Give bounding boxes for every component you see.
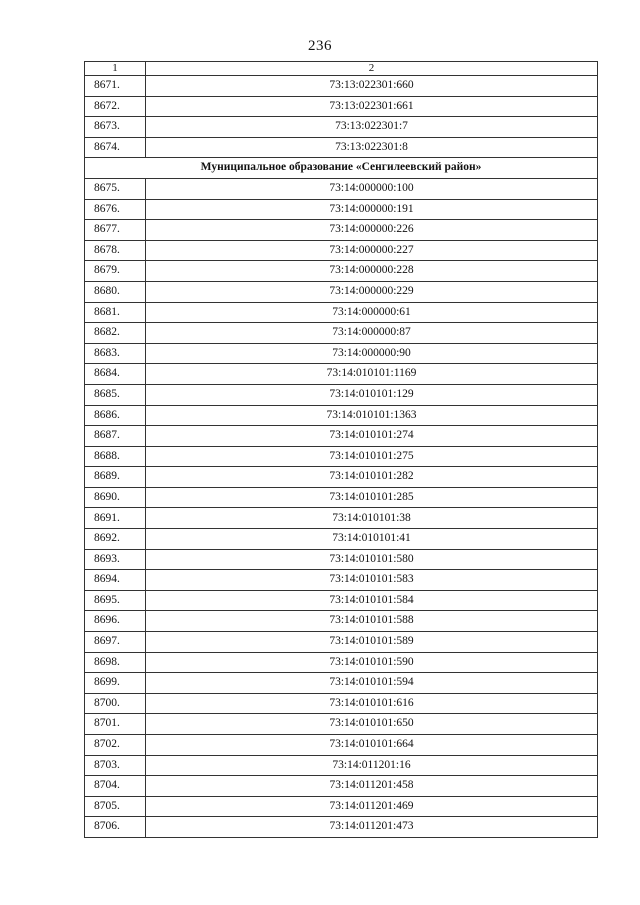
row-number: 8671. — [85, 76, 146, 97]
row-number: 8700. — [85, 693, 146, 714]
table-row — [85, 611, 598, 632]
row-number: 8673. — [85, 117, 146, 138]
table-row — [85, 384, 598, 405]
row-number: 8681. — [85, 302, 146, 323]
row-number: 8688. — [85, 446, 146, 467]
cadastral-number: 73:13:022301:8 — [146, 137, 598, 158]
row-number: 8702. — [85, 735, 146, 756]
table-row — [85, 755, 598, 776]
cadastral-number: 73:13:022301:661 — [146, 96, 598, 117]
row-number: 8705. — [85, 796, 146, 817]
cadastral-number: 73:14:000000:61 — [146, 302, 598, 323]
cadastral-number: 73:14:010101:282 — [146, 467, 598, 488]
table-row — [85, 652, 598, 673]
row-number: 8706. — [85, 817, 146, 838]
table-row — [85, 714, 598, 735]
cadastral-number: 73:14:000000:227 — [146, 240, 598, 261]
cadastral-number: 73:13:022301:660 — [146, 76, 598, 97]
table-row — [85, 76, 598, 97]
cadastral-number: 73:14:010101:41 — [146, 529, 598, 550]
row-number: 8674. — [85, 137, 146, 158]
table-header-row — [85, 62, 598, 76]
page-number: 236 — [308, 38, 332, 54]
cadastral-number: 73:13:022301:7 — [146, 117, 598, 138]
cadastral-number: 73:14:010101:594 — [146, 673, 598, 694]
table-row — [85, 281, 598, 302]
table-row — [85, 693, 598, 714]
table-row — [85, 137, 598, 158]
cadastral-number: 73:14:000000:229 — [146, 281, 598, 302]
table-row — [85, 261, 598, 282]
table-row — [85, 323, 598, 344]
row-number: 8696. — [85, 611, 146, 632]
cadastral-number: 73:14:000000:100 — [146, 178, 598, 199]
row-number: 8695. — [85, 590, 146, 611]
table-row — [85, 735, 598, 756]
cadastral-number: 73:14:011201:473 — [146, 817, 598, 838]
table-row — [85, 426, 598, 447]
table-row — [85, 549, 598, 570]
row-number: 8679. — [85, 261, 146, 282]
section-title: Муниципальное образование «Сенгилеевский район» — [85, 158, 598, 179]
cadastral-number: 73:14:010101:274 — [146, 426, 598, 447]
table-row — [85, 220, 598, 241]
section-row — [85, 158, 598, 179]
table-row — [85, 240, 598, 261]
cadastral-number: 73:14:010101:285 — [146, 487, 598, 508]
table-row — [85, 529, 598, 550]
table-row — [85, 96, 598, 117]
cadastral-number: 73:14:010101:1363 — [146, 405, 598, 426]
cadastral-number: 73:14:011201:469 — [146, 796, 598, 817]
table-row — [85, 590, 598, 611]
table-row — [85, 364, 598, 385]
row-number: 8682. — [85, 323, 146, 344]
table-row — [85, 570, 598, 591]
table-row — [85, 302, 598, 323]
cadastral-number: 73:14:010101:38 — [146, 508, 598, 529]
row-number: 8689. — [85, 467, 146, 488]
column-header-number: 1 — [85, 62, 146, 76]
table-row — [85, 178, 598, 199]
cadastral-number: 73:14:010101:588 — [146, 611, 598, 632]
cadastral-number: 73:14:010101:650 — [146, 714, 598, 735]
table-row — [85, 508, 598, 529]
table-body — [85, 62, 598, 838]
cadastral-number: 73:14:010101:590 — [146, 652, 598, 673]
row-number: 8701. — [85, 714, 146, 735]
cadastral-number: 73:14:000000:226 — [146, 220, 598, 241]
cadastral-number: 73:14:000000:191 — [146, 199, 598, 220]
cadastral-number: 73:14:011201:16 — [146, 755, 598, 776]
row-number: 8685. — [85, 384, 146, 405]
cadastral-number: 73:14:010101:1169 — [146, 364, 598, 385]
row-number: 8697. — [85, 632, 146, 653]
row-number: 8704. — [85, 776, 146, 797]
column-header-code: 2 — [146, 62, 598, 76]
cadastral-table — [84, 61, 598, 838]
table-row — [85, 446, 598, 467]
table-row — [85, 776, 598, 797]
table-row — [85, 673, 598, 694]
cadastral-number: 73:14:010101:589 — [146, 632, 598, 653]
row-number: 8690. — [85, 487, 146, 508]
row-number: 8686. — [85, 405, 146, 426]
row-number: 8683. — [85, 343, 146, 364]
cadastral-number: 73:14:010101:129 — [146, 384, 598, 405]
cadastral-number: 73:14:000000:228 — [146, 261, 598, 282]
table-row — [85, 117, 598, 138]
row-number: 8698. — [85, 652, 146, 673]
table-row — [85, 487, 598, 508]
cadastral-number: 73:14:010101:584 — [146, 590, 598, 611]
row-number: 8703. — [85, 755, 146, 776]
row-number: 8692. — [85, 529, 146, 550]
cadastral-number: 73:14:010101:275 — [146, 446, 598, 467]
table-row — [85, 405, 598, 426]
row-number: 8675. — [85, 178, 146, 199]
row-number: 8693. — [85, 549, 146, 570]
cadastral-number: 73:14:010101:580 — [146, 549, 598, 570]
cadastral-number: 73:14:010101:583 — [146, 570, 598, 591]
row-number: 8691. — [85, 508, 146, 529]
row-number: 8680. — [85, 281, 146, 302]
cadastral-number: 73:14:000000:90 — [146, 343, 598, 364]
row-number: 8676. — [85, 199, 146, 220]
row-number: 8677. — [85, 220, 146, 241]
cadastral-number: 73:14:010101:664 — [146, 735, 598, 756]
cadastral-number: 73:14:000000:87 — [146, 323, 598, 344]
cadastral-number: 73:14:011201:458 — [146, 776, 598, 797]
table-row — [85, 796, 598, 817]
row-number: 8672. — [85, 96, 146, 117]
row-number: 8699. — [85, 673, 146, 694]
table-row — [85, 467, 598, 488]
table-row — [85, 632, 598, 653]
row-number: 8678. — [85, 240, 146, 261]
row-number: 8694. — [85, 570, 146, 591]
table-row — [85, 199, 598, 220]
table-row — [85, 817, 598, 838]
cadastral-number: 73:14:010101:616 — [146, 693, 598, 714]
row-number: 8684. — [85, 364, 146, 385]
table-row — [85, 343, 598, 364]
row-number: 8687. — [85, 426, 146, 447]
